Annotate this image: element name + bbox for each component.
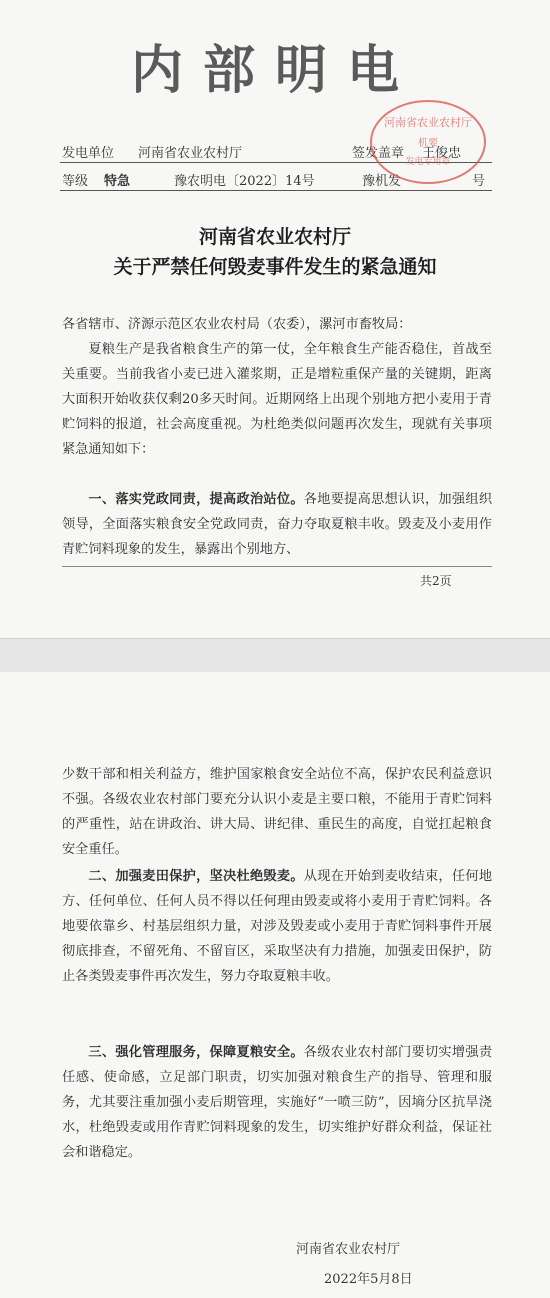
page-count: 共2页 — [420, 574, 452, 588]
signer-label: 签发盖章 — [352, 146, 405, 161]
stamp-text-use: 发电专用章 — [405, 157, 451, 167]
document-banner: 内部明电 — [130, 41, 419, 101]
stamp-text-type: 机要 — [418, 138, 438, 149]
document-page-2 — [0, 672, 550, 1298]
section-2-heading: 二、加强麦田保护，坚决杜绝毁麦。 — [88, 869, 304, 884]
section-3-paragraph — [62, 1040, 492, 1165]
sender-label: 发电单位 — [62, 146, 115, 161]
section-3-text: 各级农业农村部门要切实增强责任感、使命感，立足部门职责，切实加强对粮食生产的指导、管理和服务，尤其要注重加强小麦后期管理，实施好“一喷三防”，因墒分区抗旱浇水，杜绝毁麦或用作青贮饲料现象的发生，切实维护好群众利益，保证社会和谐稳定。 — [62, 1045, 492, 1160]
continued-paragraph: 少数干部和相关利益方，维护国家粮食安全站位不高，保护农民利益意识不强。各级农业农村部门要充分认识小麦是主要口粮，不能用于青贮饲料的严重性，站在讲政治、讲大局、讲纪律、重民生的高度，自觉扛起粮食安全重任。 — [62, 767, 492, 857]
telegram-label: 豫机发 — [362, 174, 402, 189]
stamp-text-org: 河南省农业农村厅 — [384, 116, 472, 129]
official-seal-stamp — [370, 100, 486, 184]
section-3-heading: 三、强化管理服务，保障夏粮安全。 — [88, 1045, 304, 1060]
intro-paragraph: 夏粮生产是我省粮食生产的第一仗，全年粮食生产能否稳住，首战至关重要。当前我省小麦已进入灌浆期，正是增粒重保产量的关键期，距离大面积开始收获仅剩20多天时间。近期网络上出现个别地方把小麦用于青贮饲料的报道，社会高度重视。为杜绝类似问题再次发生，现就有关事项紧急通知如下： — [62, 342, 492, 457]
notice-title-line-2: 关于严禁任何毁麦事件发生的紧急通知 — [113, 256, 437, 278]
document-page-1 — [0, 0, 550, 638]
notice-title-line-1: 河南省农业农村厅 — [198, 226, 351, 248]
signer-value: 王俊忠 — [422, 146, 462, 161]
telegram-number-label: 号 — [472, 174, 486, 189]
section-1-paragraph — [62, 487, 492, 562]
section-2-paragraph — [62, 864, 492, 989]
doc-number: 豫农明电〔2022〕14号 — [174, 174, 315, 189]
sender-value: 河南省农业农村厅 — [138, 146, 243, 161]
level-label: 等级 — [62, 174, 89, 189]
page-separator — [0, 638, 550, 674]
page-footer-rule — [62, 566, 492, 567]
level-value: 特急 — [104, 174, 131, 189]
section-1-heading: 一、落实党政同责，提高政治站位。 — [88, 492, 304, 507]
signature-date: 2022年5月8日 — [324, 1272, 413, 1287]
header-divider-2 — [60, 190, 492, 191]
signature-organization: 河南省农业农村厅 — [296, 1242, 401, 1257]
section-2-text: 从现在开始到麦收结束，任何地方、任何单位、任何人员不得以任何理由毁麦或将小麦用于青贮饲料。各地要依靠乡、村基层组织力量，对涉及毁麦或小麦用于青贮饲料事件开展彻底排查，不留死角、不留盲区，采取坚决有力措施，加强麦田保护，防止各类毁麦事件再次发生，努力夺取夏粮丰收。 — [62, 869, 492, 984]
salutation: 各省辖市、济源示范区农业农村局（农委），漯河市畜牧局： — [62, 317, 412, 332]
section-1-text: 各地要提高思想认识，加强组织领导，全面落实粮食安全党政同责，奋力夺取夏粮丰收。毁麦及小麦用作青贮饲料现象的发生，暴露出个别地方、 — [62, 492, 492, 557]
